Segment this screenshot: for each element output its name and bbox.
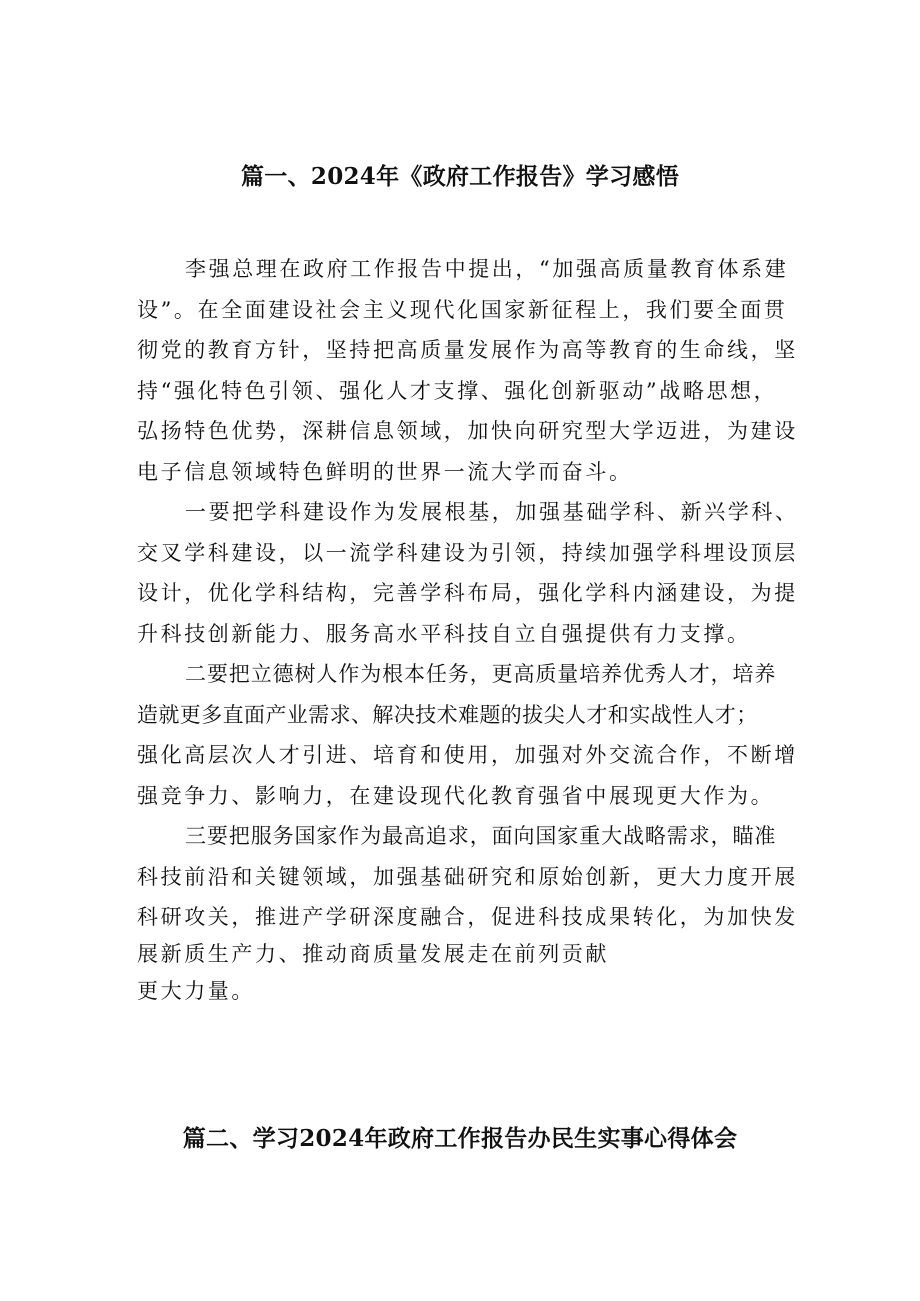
paragraph-4-line-3: 科研攻关，推进产学研深度融合，促进科技成果转化，为加快发 [137, 905, 798, 929]
paragraph-1-line-1: 李强总理在政府工作报告中提出，“加强高质量教育体系建 [185, 257, 789, 281]
paragraph-2-line-1: 一要把学科建设作为发展根基，加强基础学科、新兴学科、 [185, 500, 799, 524]
paragraph-3-line-3: 强化高层次人才引进、培育和使用，加强对外交流合作，不断增 [137, 743, 798, 767]
paragraph-2-line-3: 设计，优化学科结构，完善学科布局，强化学科内涵建设，为提 [137, 581, 798, 605]
section-2-title: 篇二、学习2024年政府工作报告办民生实事心得体会 [182, 1125, 738, 1152]
paragraph-4-line-2: 科技前沿和关键领域，加强基础研究和原始创新，更大力度开展 [137, 864, 798, 889]
paragraph-1-line-4: 持“强化特色引领、强化人才支撑、强化创新驱动”战略思想， [137, 378, 778, 403]
section-1-body [137, 249, 799, 1011]
paragraph-4-line-4: 展新质生产力、推动商质量发展走在前列贡献 [137, 941, 609, 966]
paragraph-1-line-5: 弘扬特色优势，深耕信息领域，加快向研究型大学迈进，为建设 [137, 419, 798, 443]
paragraph-1-line-2: 设”。在全面建设社会主义现代化国家新征程上，我们要全面贯 [137, 297, 788, 322]
paragraph-4-line-1: 三要把服务国家作为最高追求，面向国家重大战略需求，瞄准 [185, 824, 777, 848]
paragraph-4-line-5: 更大力量。 [137, 978, 255, 1003]
paragraph-2-line-4: 升科技创新能力、服务高水平科技自立自强提供有力支撑。 [137, 621, 751, 646]
paragraph-1-line-6: 电子信息领域特色鲜明的世界一流大学而奋斗。 [137, 459, 633, 484]
paragraph-2-line-2: 交叉学科建设，以一流学科建设为引领，持续加强学科埋设顶层 [137, 540, 798, 565]
paragraph-3-line-1: 二要把立德树人作为根本任务，更高质量培养优秀人才，培养 [185, 662, 777, 686]
paragraph-3-line-2: 造就更多直面产业需求、解决技术难题的拔尖人才和实战性人才； [137, 702, 758, 727]
paragraph-3-line-4: 强竞争力、影响力，在建设现代化教育强省中展现更大作为。 [137, 783, 775, 808]
section-1-title: 篇一、2024年《政府工作报告》学习感悟 [240, 163, 679, 190]
paragraph-1-line-3: 彻党的教育方针，坚持把高质量发展作为高等教育的生命线，坚 [137, 338, 798, 362]
